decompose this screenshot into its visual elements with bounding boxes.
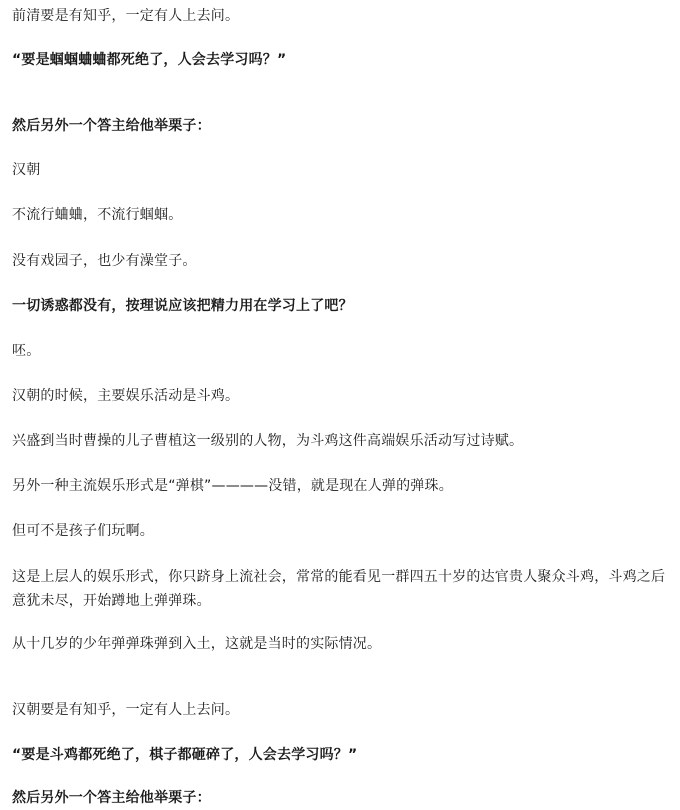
bold-paragraph: 然后另外一个答主给他举栗子： xyxy=(12,790,211,806)
paragraph: 没有戏园子，也少有澡堂子。 xyxy=(12,253,197,269)
paragraph: 前清要是有知乎，一定有人上去问。 xyxy=(12,8,240,24)
bold-quote: “要是斗鸡都死绝了，棋子都砸碎了，人会去学习吗？” xyxy=(12,747,358,763)
bold-quote: “要是蝈蝈蛐蛐都死绝了，人会去学习吗？” xyxy=(12,52,287,68)
paragraph: 但可不是孩子们玩啊。 xyxy=(12,523,154,539)
paragraph: 兴盛到当时曹操的儿子曹植这一级别的人物，为斗鸡这件高端娱乐活动写过诗赋。 xyxy=(12,433,524,449)
paragraph: 汉朝 xyxy=(12,162,41,178)
paragraph: 呸。 xyxy=(12,343,41,359)
paragraph: 另外一种主流娱乐形式是“弹棋”————没错，就是现在人弹的弹珠。 xyxy=(12,478,453,494)
paragraph: 这是上层人的娱乐形式，你只跻身上流社会，常常的能看见一群四五十岁的达官贵人聚众斗鸡，斗鸡之后意犹未尽，开始蹲地上弹弹珠。 xyxy=(12,569,666,609)
paragraph: 汉朝要是有知乎，一定有人上去问。 xyxy=(12,702,240,718)
bold-paragraph: 然后另外一个答主给他举栗子： xyxy=(12,118,211,134)
paragraph: 不流行蛐蛐，不流行蝈蝈。 xyxy=(12,207,183,223)
paragraph: 汉朝的时候，主要娱乐活动是斗鸡。 xyxy=(12,388,240,404)
paragraph: 从十几岁的少年弹弹珠弹到入土，这就是当时的实际情况。 xyxy=(12,636,382,652)
bold-paragraph: 一切诱惑都没有，按理说应该把精力用在学习上了吧？ xyxy=(12,298,353,314)
